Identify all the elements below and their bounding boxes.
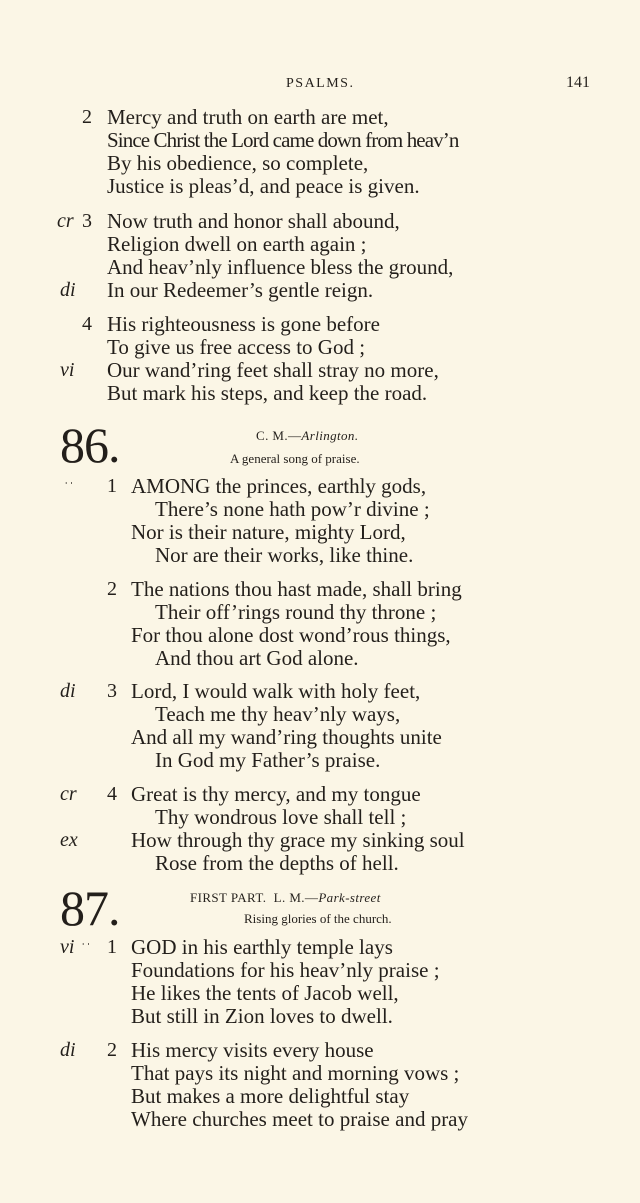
verse-line: How through thy grace my sinking soul bbox=[131, 828, 465, 852]
part-and-tune bbox=[190, 890, 381, 906]
dynamic-mark: di bbox=[60, 279, 76, 301]
tempo-mark: ˈˈ bbox=[81, 940, 92, 955]
tune-name: Arlington. bbox=[301, 428, 359, 443]
hymn-subtitle: A general song of praise. bbox=[230, 451, 360, 466]
part-label: FIRST PART. bbox=[190, 890, 267, 905]
verse-line: Nor is their nature, mighty Lord, bbox=[131, 520, 406, 544]
tune-name: Park-street bbox=[318, 890, 381, 905]
hymn-subtitle: Rising glories of the church. bbox=[244, 911, 392, 926]
verse-line: Foundations for his heav’nly praise ; bbox=[131, 958, 440, 982]
verse-line: Nor are their works, like thine. bbox=[155, 543, 414, 567]
hymn-number: 87. bbox=[60, 880, 120, 936]
verse-line: Where churches meet to praise and pray bbox=[131, 1107, 469, 1131]
verse-line: To give us free access to God ; bbox=[107, 335, 366, 359]
verse-number: 1 bbox=[107, 475, 117, 497]
dynamic-mark: di bbox=[60, 680, 76, 702]
verse-line: That pays its night and morning vows ; bbox=[131, 1061, 460, 1085]
verse-line: But makes a more delightful stay bbox=[131, 1084, 410, 1108]
verse-line: Their off’rings round thy throne ; bbox=[155, 600, 437, 624]
verse-number: 3 bbox=[82, 210, 92, 232]
verse-line: Great is thy mercy, and my tongue bbox=[131, 782, 421, 806]
verse-line: In our Redeemer’s gentle reign. bbox=[107, 278, 374, 302]
verse-line: Teach me thy heav’nly ways, bbox=[155, 702, 401, 726]
dynamic-mark: vi bbox=[60, 936, 75, 958]
verse-number: 2 bbox=[107, 578, 117, 600]
verse-number: 1 bbox=[107, 936, 117, 958]
verse-line: Since Christ the Lord came down from heav’n bbox=[107, 128, 459, 152]
verse-number: 4 bbox=[82, 313, 92, 335]
verse-line: His mercy visits every house bbox=[131, 1038, 374, 1062]
verse-number: 2 bbox=[82, 106, 92, 128]
verse-line: The nations thou hast made, shall bring bbox=[131, 577, 462, 601]
verse-line: And heav’nly influence bless the ground, bbox=[107, 255, 454, 279]
verse-line: For thou alone dost wond’rous things, bbox=[131, 623, 451, 647]
verse-line: Justice is pleas’d, and peace is given. bbox=[107, 174, 420, 198]
hymn-number: 86. bbox=[60, 417, 120, 473]
dynamic-mark: cr bbox=[57, 210, 74, 232]
verse-line: And all my wand’ring thoughts unite bbox=[131, 725, 442, 749]
meter-and-tune bbox=[256, 428, 358, 444]
verse-line: Our wand’ring feet shall stray no more, bbox=[107, 358, 439, 382]
verse-line: By his obedience, so complete, bbox=[107, 151, 369, 175]
verse-line: There’s none hath pow’r divine ; bbox=[155, 497, 430, 521]
tempo-mark: ˈˈ bbox=[64, 479, 75, 494]
dynamic-mark: di bbox=[60, 1039, 76, 1061]
page-number: 141 bbox=[566, 74, 590, 91]
verse-line: Now truth and honor shall abound, bbox=[107, 209, 400, 233]
verse-line: GOD in his earthly temple lays bbox=[131, 935, 393, 959]
verse-line: Religion dwell on earth again ; bbox=[107, 232, 367, 256]
verse-line: Mercy and truth on earth are met, bbox=[107, 105, 389, 129]
verse-line: AMONG the princes, earthly gods, bbox=[131, 474, 427, 498]
meter: C. M.— bbox=[256, 428, 302, 443]
verse-line: But mark his steps, and keep the road. bbox=[107, 381, 428, 405]
verse-line: And thou art God alone. bbox=[155, 646, 359, 670]
meter: L. M.— bbox=[273, 890, 319, 905]
verse-line: Lord, I would walk with holy feet, bbox=[131, 679, 421, 703]
running-header-title: PSALMS. bbox=[286, 76, 355, 91]
verse-line: He likes the tents of Jacob well, bbox=[131, 981, 399, 1005]
verse-number: 3 bbox=[107, 680, 117, 702]
verse-line: Thy wondrous love shall tell ; bbox=[155, 805, 407, 829]
verse-line: Rose from the depths of hell. bbox=[155, 851, 399, 875]
verse-line: But still in Zion loves to dwell. bbox=[131, 1004, 393, 1028]
dynamic-mark: vi bbox=[60, 359, 75, 381]
dynamic-mark: cr bbox=[60, 783, 77, 805]
verse-number: 2 bbox=[107, 1039, 117, 1061]
verse-line: In God my Father’s praise. bbox=[155, 748, 381, 772]
verse-line: His righteousness is gone before bbox=[107, 312, 380, 336]
verse-number: 4 bbox=[107, 783, 117, 805]
dynamic-mark: ex bbox=[60, 829, 78, 851]
